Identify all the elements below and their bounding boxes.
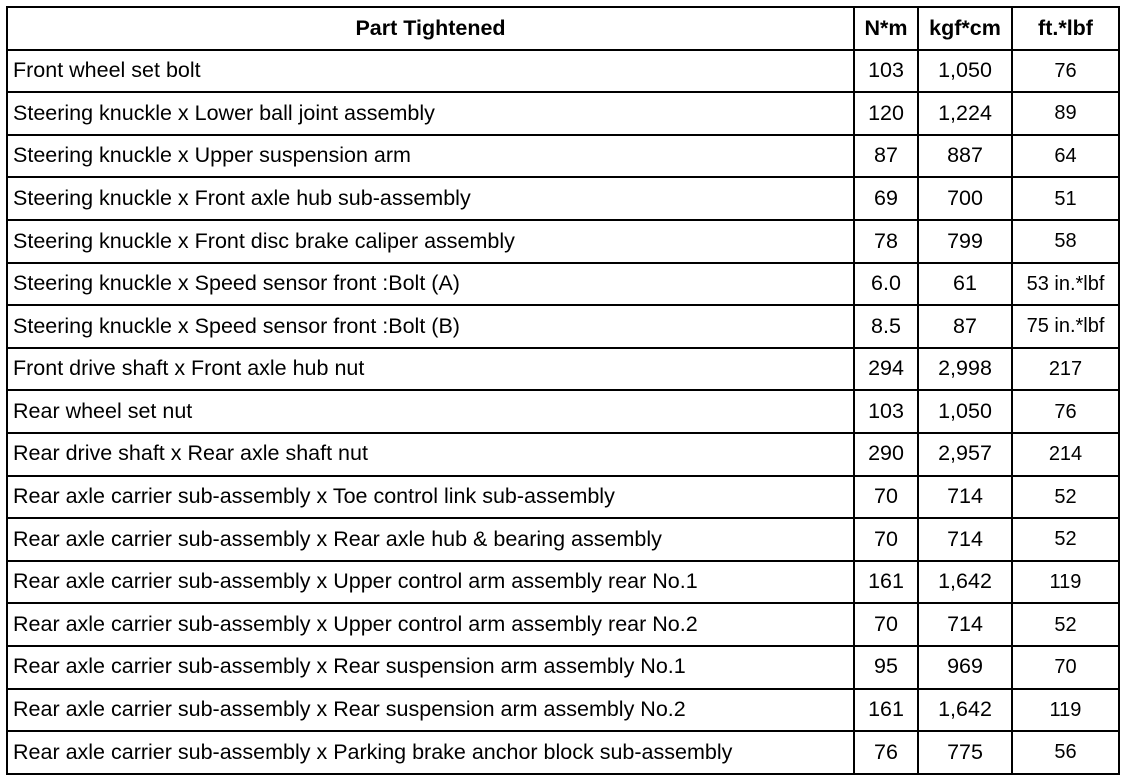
part-cell: Front wheel set bolt	[7, 50, 854, 93]
nm-cell: 161	[854, 689, 918, 732]
column-header-ftlbf: ft.*lbf	[1012, 7, 1119, 50]
kgfcm-cell: 1,224	[918, 92, 1012, 135]
ftlbf-cell: 51	[1012, 177, 1119, 220]
part-cell: Rear drive shaft x Rear axle shaft nut	[7, 433, 854, 476]
ftlbf-cell: 89	[1012, 92, 1119, 135]
kgfcm-cell: 714	[918, 518, 1012, 561]
table-row	[7, 731, 1119, 774]
ftlbf-cell: 217	[1012, 348, 1119, 391]
nm-cell: 6.0	[854, 263, 918, 306]
ftlbf-cell: 52	[1012, 476, 1119, 519]
table-row	[7, 476, 1119, 519]
kgfcm-cell: 969	[918, 646, 1012, 689]
ftlbf-cell: 56	[1012, 731, 1119, 774]
part-cell: Rear axle carrier sub-assembly x Rear suspension arm assembly No.2	[7, 689, 854, 732]
ftlbf-cell: 75 in.*lbf	[1012, 305, 1119, 348]
table-row	[7, 348, 1119, 391]
table-row	[7, 433, 1119, 476]
kgfcm-cell: 1,050	[918, 390, 1012, 433]
column-header-part: Part Tightened	[7, 7, 854, 50]
part-cell: Rear axle carrier sub-assembly x Toe control link sub-assembly	[7, 476, 854, 519]
ftlbf-cell: 52	[1012, 518, 1119, 561]
kgfcm-cell: 714	[918, 476, 1012, 519]
ftlbf-cell: 119	[1012, 689, 1119, 732]
column-header-nm: N*m	[854, 7, 918, 50]
table-row	[7, 561, 1119, 604]
nm-cell: 78	[854, 220, 918, 263]
ftlbf-cell: 58	[1012, 220, 1119, 263]
table-row	[7, 263, 1119, 306]
nm-cell: 95	[854, 646, 918, 689]
table-row	[7, 603, 1119, 646]
nm-cell: 294	[854, 348, 918, 391]
ftlbf-cell: 52	[1012, 603, 1119, 646]
part-cell: Steering knuckle x Lower ball joint assembly	[7, 92, 854, 135]
ftlbf-cell: 53 in.*lbf	[1012, 263, 1119, 306]
ftlbf-cell: 64	[1012, 135, 1119, 178]
nm-cell: 103	[854, 390, 918, 433]
ftlbf-cell: 70	[1012, 646, 1119, 689]
nm-cell: 87	[854, 135, 918, 178]
table-row	[7, 305, 1119, 348]
kgfcm-cell: 887	[918, 135, 1012, 178]
nm-cell: 120	[854, 92, 918, 135]
nm-cell: 70	[854, 603, 918, 646]
part-cell: Steering knuckle x Speed sensor front :Bolt (B)	[7, 305, 854, 348]
nm-cell: 69	[854, 177, 918, 220]
table-row	[7, 220, 1119, 263]
kgfcm-cell: 2,998	[918, 348, 1012, 391]
kgfcm-cell: 1,642	[918, 689, 1012, 732]
part-cell: Steering knuckle x Speed sensor front :Bolt (A)	[7, 263, 854, 306]
kgfcm-cell: 61	[918, 263, 1012, 306]
part-cell: Rear wheel set nut	[7, 390, 854, 433]
kgfcm-cell: 2,957	[918, 433, 1012, 476]
table-row	[7, 50, 1119, 93]
nm-cell: 76	[854, 731, 918, 774]
table-row	[7, 177, 1119, 220]
part-cell: Steering knuckle x Upper suspension arm	[7, 135, 854, 178]
kgfcm-cell: 799	[918, 220, 1012, 263]
nm-cell: 161	[854, 561, 918, 604]
nm-cell: 8.5	[854, 305, 918, 348]
ftlbf-cell: 119	[1012, 561, 1119, 604]
nm-cell: 70	[854, 476, 918, 519]
kgfcm-cell: 87	[918, 305, 1012, 348]
part-cell: Rear axle carrier sub-assembly x Upper control arm assembly rear No.2	[7, 603, 854, 646]
ftlbf-cell: 214	[1012, 433, 1119, 476]
table-row	[7, 518, 1119, 561]
part-cell: Rear axle carrier sub-assembly x Upper control arm assembly rear No.1	[7, 561, 854, 604]
part-cell: Rear axle carrier sub-assembly x Rear axle hub & bearing assembly	[7, 518, 854, 561]
nm-cell: 70	[854, 518, 918, 561]
table-row	[7, 92, 1119, 135]
ftlbf-cell: 76	[1012, 50, 1119, 93]
table-body	[7, 50, 1119, 774]
kgfcm-cell: 775	[918, 731, 1012, 774]
torque-specification-table	[6, 6, 1120, 775]
kgfcm-cell: 700	[918, 177, 1012, 220]
part-cell: Front drive shaft x Front axle hub nut	[7, 348, 854, 391]
nm-cell: 103	[854, 50, 918, 93]
kgfcm-cell: 714	[918, 603, 1012, 646]
table-row	[7, 689, 1119, 732]
table-header-row	[7, 7, 1119, 50]
nm-cell: 290	[854, 433, 918, 476]
table-row	[7, 135, 1119, 178]
ftlbf-cell: 76	[1012, 390, 1119, 433]
part-cell: Steering knuckle x Front disc brake caliper assembly	[7, 220, 854, 263]
part-cell: Rear axle carrier sub-assembly x Rear suspension arm assembly No.1	[7, 646, 854, 689]
part-cell: Rear axle carrier sub-assembly x Parking brake anchor block sub-assembly	[7, 731, 854, 774]
table-row	[7, 390, 1119, 433]
table-row	[7, 646, 1119, 689]
kgfcm-cell: 1,642	[918, 561, 1012, 604]
kgfcm-cell: 1,050	[918, 50, 1012, 93]
column-header-kgfcm: kgf*cm	[918, 7, 1012, 50]
part-cell: Steering knuckle x Front axle hub sub-assembly	[7, 177, 854, 220]
